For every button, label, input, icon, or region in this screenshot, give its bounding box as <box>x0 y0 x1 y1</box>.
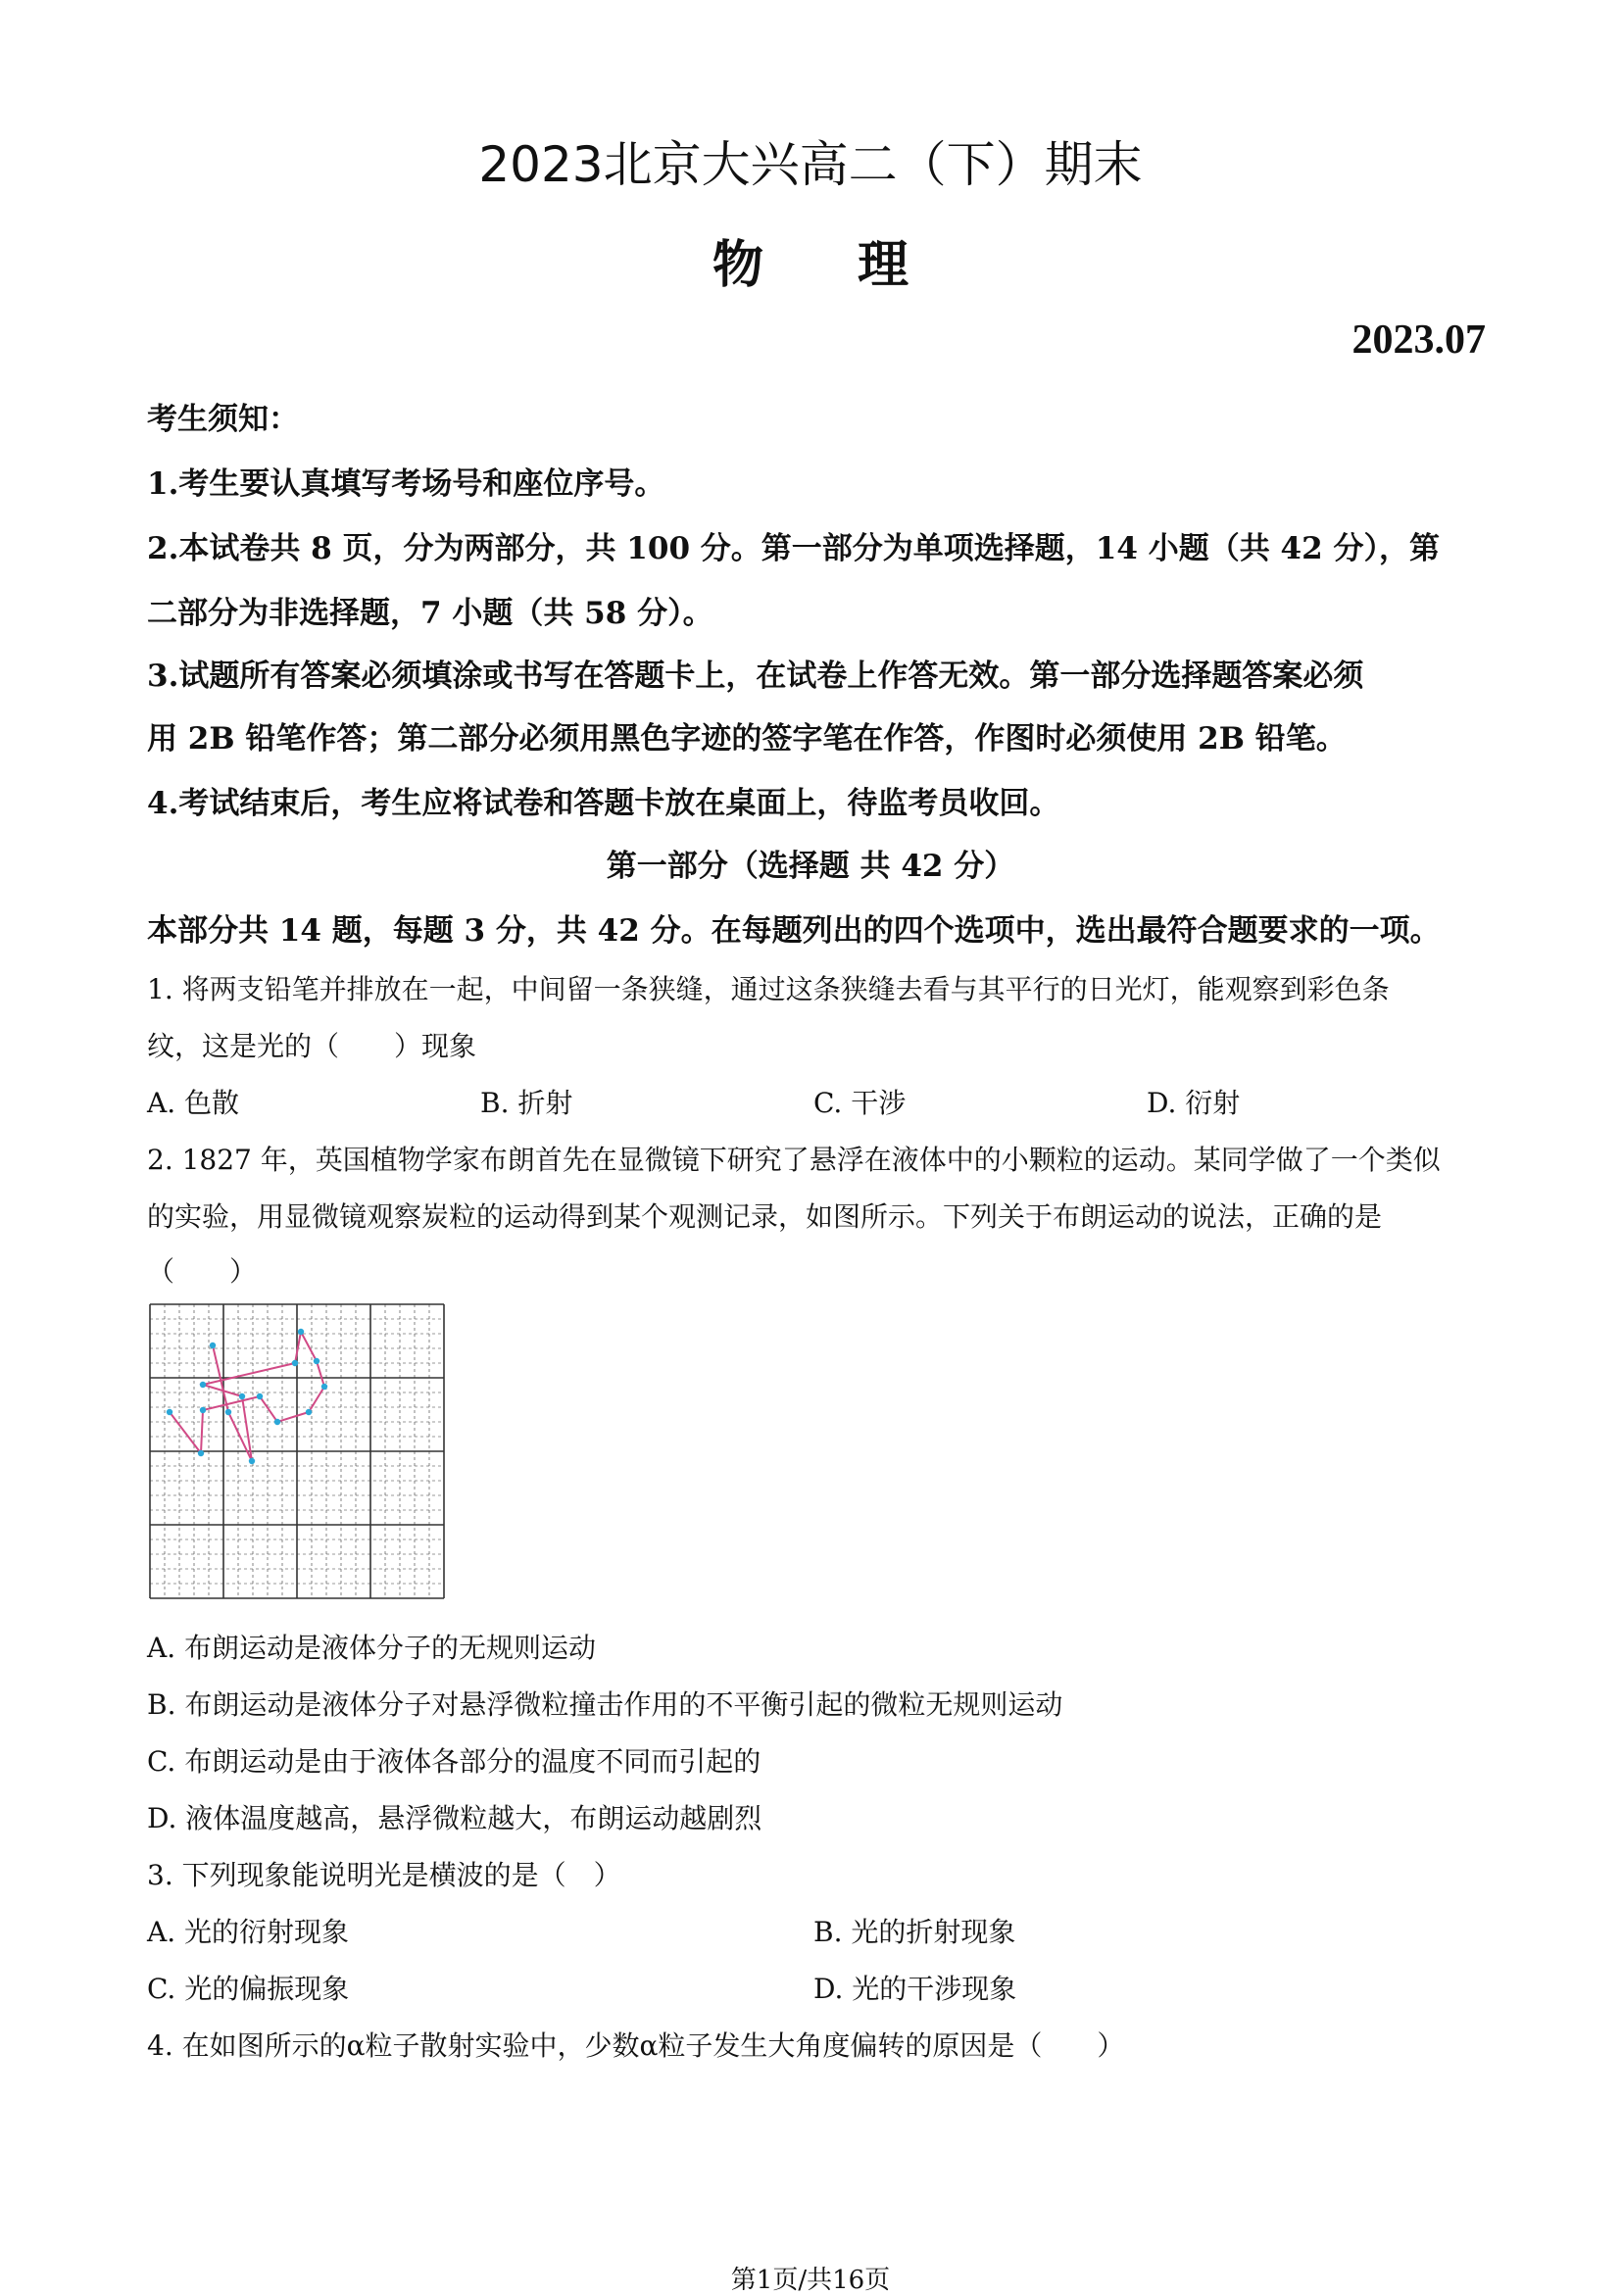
q2-option-d: D. 液体温度越高，悬浮微粒越大，布朗运动越剧烈 <box>147 1802 762 1834</box>
notice-item-2b: 二部分为非选择题，7 小题（共 58 分）。 <box>147 596 713 631</box>
observation-point <box>298 1329 304 1335</box>
observation-point <box>321 1384 327 1390</box>
observation-point <box>167 1409 172 1415</box>
observation-point <box>249 1458 255 1464</box>
notice-item-2a: 2.本试卷共 8 页，分为两部分，共 100 分。第一部分为单项选择题，14 小题（共 42 分），第 <box>147 531 1440 566</box>
part1-heading: 第一部分（选择题 共 42 分） <box>606 849 1015 884</box>
trajectory-line <box>170 1332 324 1461</box>
observation-point <box>292 1360 298 1366</box>
q1-option-c: C. 干涉 <box>813 1087 907 1119</box>
q1-option-b: B. 折射 <box>480 1087 573 1119</box>
observation-point <box>210 1343 216 1348</box>
observation-point <box>306 1409 312 1415</box>
page-footer: 第1页/共16页 <box>730 2266 891 2295</box>
observation-point <box>200 1382 206 1388</box>
observation-point <box>274 1419 280 1425</box>
q1-stem-line1: 1. 将两支铅笔并排放在一起，中间留一条狭缝，通过这条狭缝去看与其平行的日光灯，能观察到彩色条 <box>147 973 1390 1005</box>
notice-item-1: 1.考生要认真填写考场号和座位序号。 <box>147 466 665 502</box>
part1-intro: 本部分共 14 题，每题 3 分，共 42 分。在每题列出的四个选项中，选出最符合题要求的一项。 <box>147 913 1441 949</box>
q2-option-a: A. 布朗运动是液体分子的无规则运动 <box>147 1632 597 1664</box>
brownian-motion-figure <box>149 1303 445 1599</box>
q2-stem-line1: 2. 1827 年，英国植物学家布朗首先在显微镜下研究了悬浮在液体中的小颗粒的运动。某同学做了一个类似 <box>147 1144 1441 1176</box>
q1-option-a: A. 色散 <box>147 1087 240 1119</box>
observation-point <box>314 1358 319 1364</box>
observation-point <box>198 1450 204 1456</box>
q2-option-b: B. 布朗运动是液体分子对悬浮微粒撞击作用的不平衡引起的微粒无规则运动 <box>147 1688 1063 1721</box>
notice-item-4: 4.考试结束后，考生应将试卷和答题卡放在桌面上，待监考员收回。 <box>147 786 1060 821</box>
observation-point <box>225 1409 231 1415</box>
observation-point <box>239 1393 245 1399</box>
q3-option-d: D. 光的干涉现象 <box>813 1973 1017 2005</box>
trajectory-path <box>170 1332 324 1461</box>
observation-points <box>167 1329 327 1464</box>
q2-option-c: C. 布朗运动是由于液体各部分的温度不同而引起的 <box>147 1745 761 1778</box>
notice-item-3b: 用 2B 铅笔作答；第二部分必须用黑色字迹的签字笔在作答，作图时必须使用 2B 铅笔。 <box>147 721 1347 757</box>
observation-point <box>200 1407 206 1413</box>
q4-stem: 4. 在如图所示的α粒子散射实验中，少数α粒子发生大角度偏转的原因是（ ） <box>147 2029 1125 2062</box>
q2-stem-line2: 的实验，用显微镜观察炭粒的运动得到某个观测记录，如图所示。下列关于布朗运动的说法，正确的是 <box>147 1200 1383 1233</box>
subject-title: 物理 <box>712 236 1003 295</box>
q2-stem-line3: （ ） <box>147 1255 258 1288</box>
notice-item-3a: 3.试题所有答案必须填涂或书写在答题卡上，在试卷上作答无效。第一部分选择题答案必须 <box>147 659 1364 694</box>
exam-date: 2023.07 <box>1351 318 1486 363</box>
q3-option-b: B. 光的折射现象 <box>813 1916 1016 1948</box>
q3-option-c: C. 光的偏振现象 <box>147 1973 350 2005</box>
q3-stem: 3. 下列现象能说明光是横波的是（ ） <box>147 1859 621 1891</box>
q1-stem-line2: 纹，这是光的（ ）现象 <box>147 1030 477 1062</box>
page-title: 2023北京大兴高二（下）期末 <box>478 136 1143 193</box>
q1-option-d: D. 衍射 <box>1147 1087 1241 1119</box>
notice-heading: 考生须知： <box>147 402 299 437</box>
observation-point <box>257 1393 263 1399</box>
q3-option-a: A. 光的衍射现象 <box>147 1916 350 1948</box>
